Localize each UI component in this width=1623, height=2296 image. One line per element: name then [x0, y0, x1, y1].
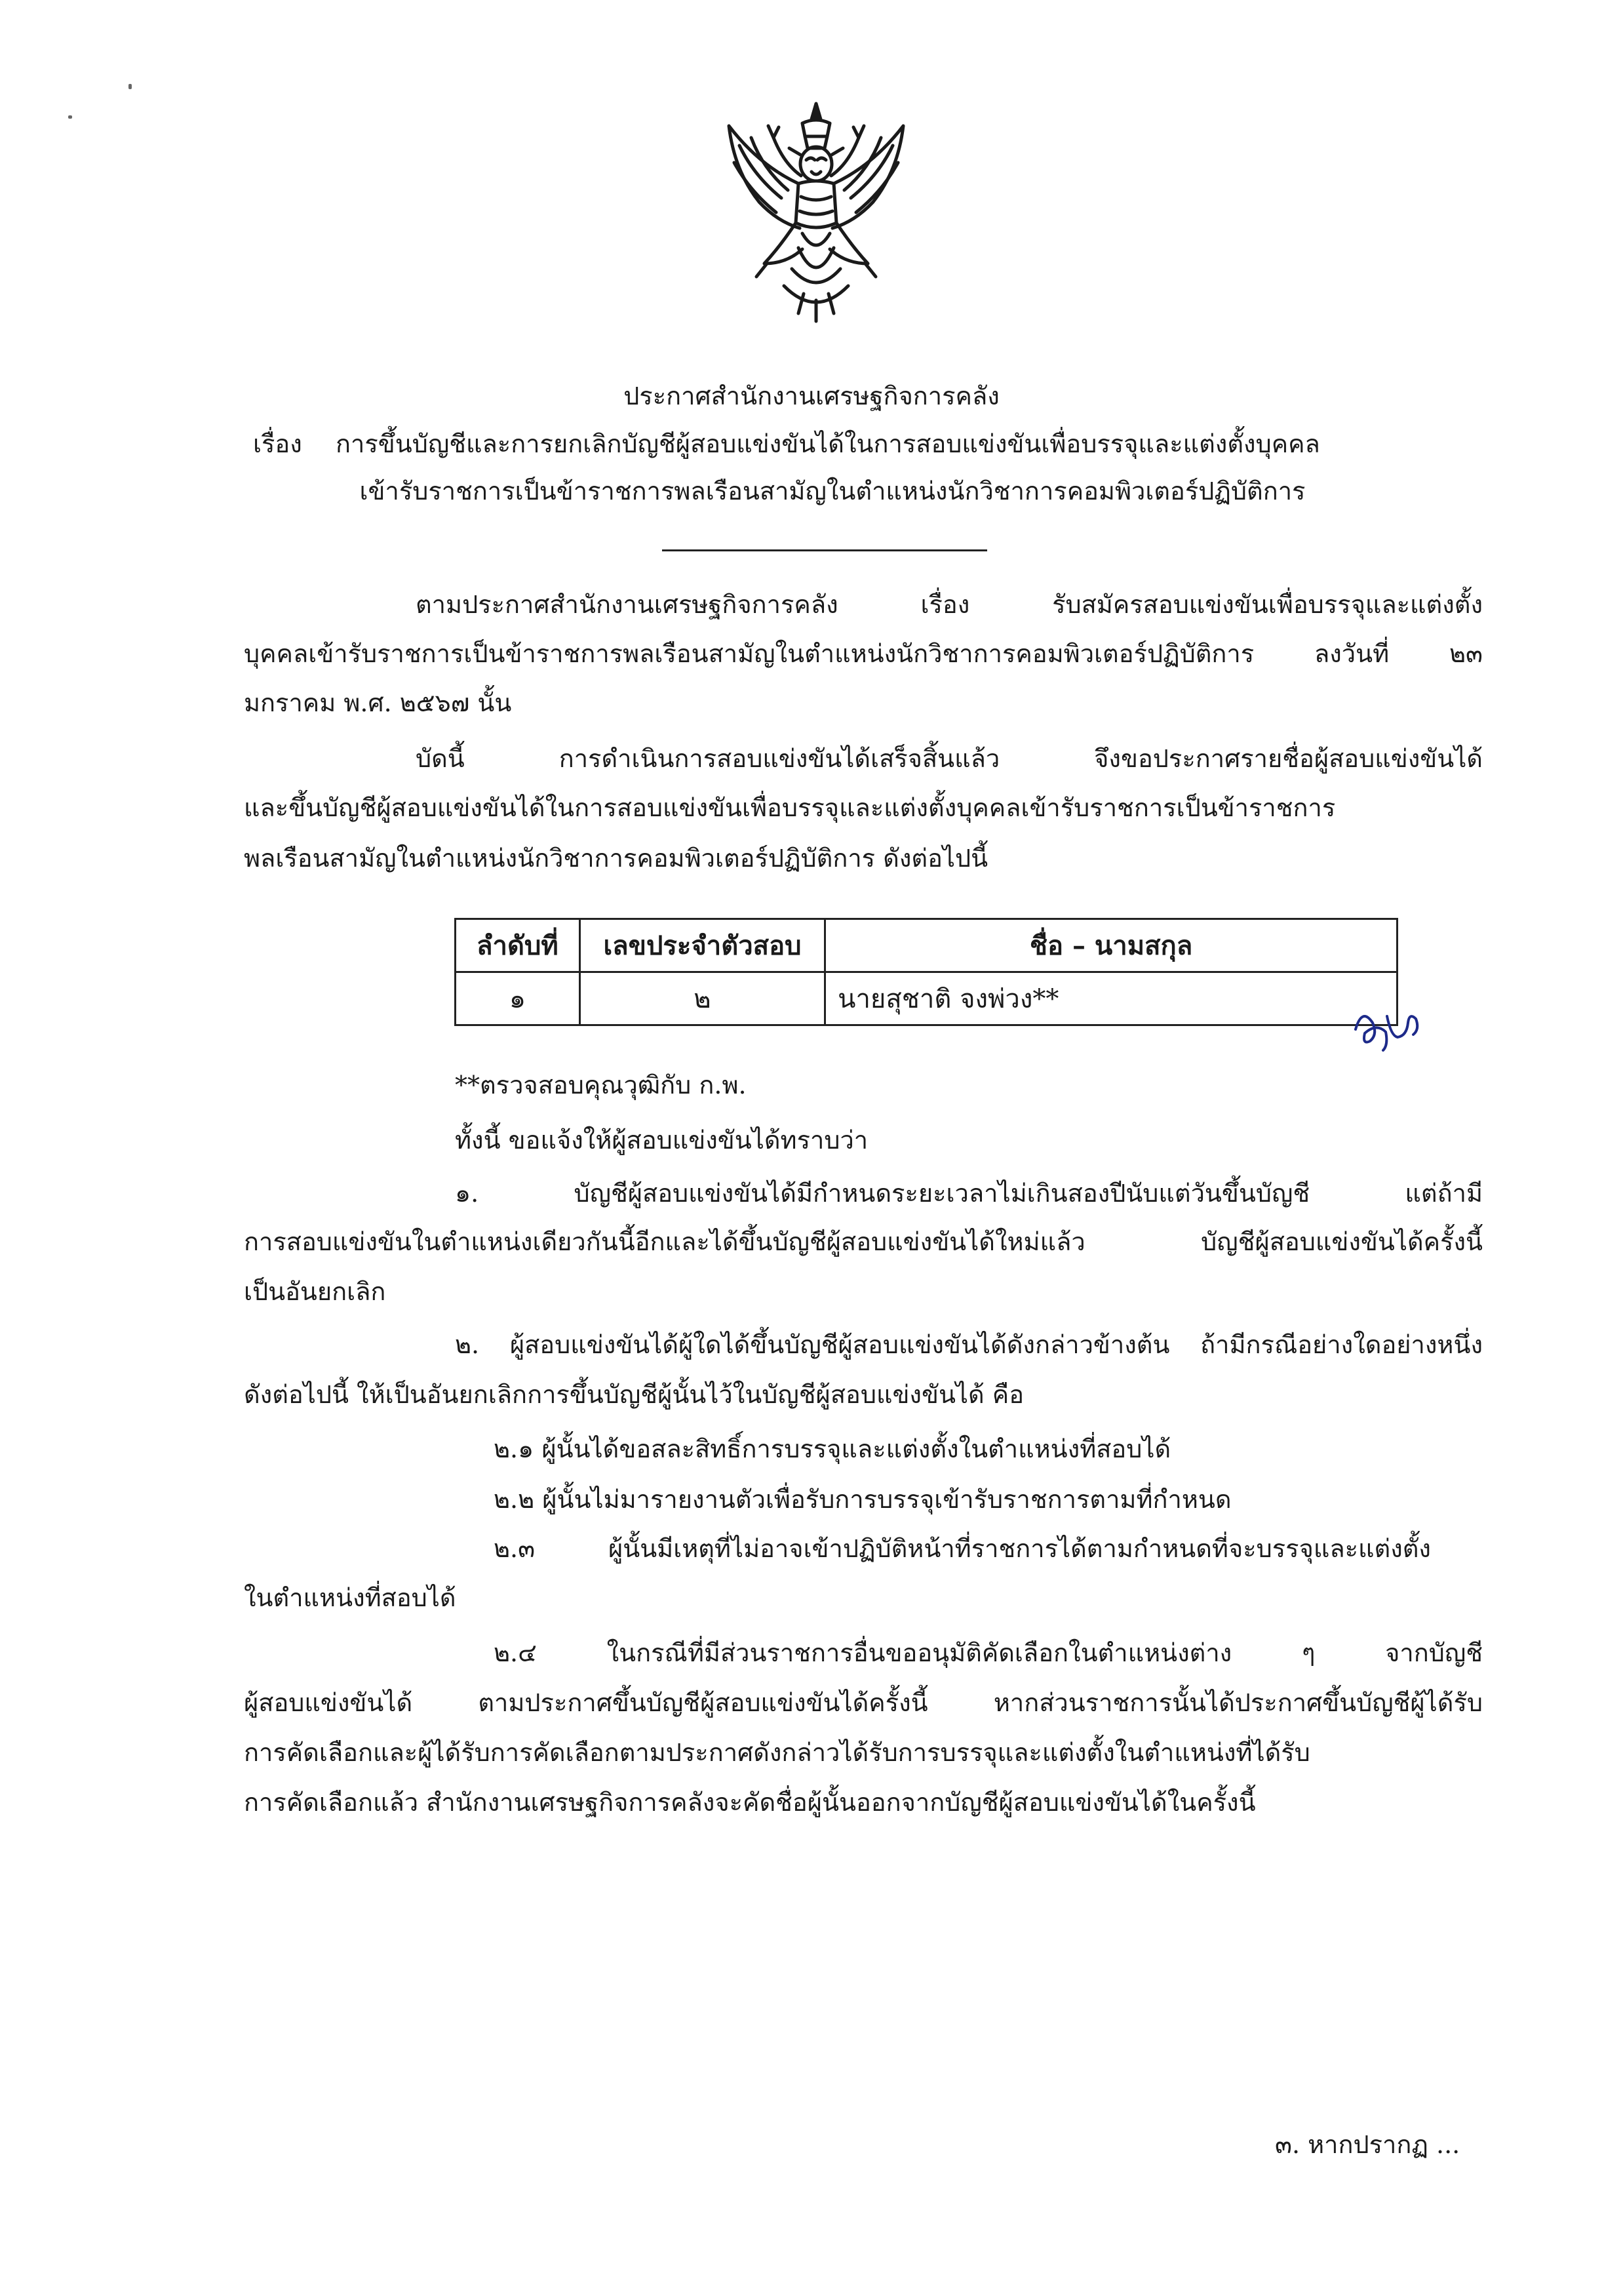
intro-paragraph-2-line-3: พลเรือนสามัญในตำแหน่งนักวิชาการคอมพิวเตอร์ปฏิบัติการ ดังต่อไปนี้ — [244, 844, 988, 873]
subject-label: เรื่อง — [253, 429, 302, 458]
scan-speck — [128, 84, 132, 89]
column-header-exam-id: เลขประจำตัวสอบ — [579, 919, 825, 972]
item-2-line-1: ๒. ผู้สอบแข่งขันได้ผู้ใดได้ขึ้นบัญชีผู้สอบแข่งขันได้ดังกล่าวข้างต้น ถ้ามีกรณีอย่างใดอย่างหนึ่ง — [455, 1330, 1483, 1359]
page-continuation: ๓. หากปรากฏ ... — [1275, 2130, 1460, 2159]
column-header-name: ชื่อ – นามสกุล — [825, 919, 1398, 972]
results-table — [454, 918, 1398, 1026]
item-2-3-line-1: ๒.๓ ผู้นั้นมีเหตุที่ไม่อาจเข้าปฏิบัติหน้าที่ราชการได้ตามกำหนดที่จะบรรจุและแต่งตั้ง — [494, 1534, 1431, 1563]
item-2-4-line-2: ผู้สอบแข่งขันได้ ตามประกาศขึ้นบัญชีผู้สอบแข่งขันได้ครั้งนี้ หากส่วนราชการนั้นได้ประกาศขึ้นบัญชีผู้ได้รับ — [244, 1688, 1483, 1717]
garuda-emblem-icon — [721, 92, 911, 328]
intro-paragraph-1-line-2: บุคคลเข้ารับราชการเป็นข้าราชการพลเรือนสามัญในตำแหน่งนักวิชาการคอมพิวเตอร์ปฏิบัติการ ลงวันที่ ๒๓ — [244, 639, 1483, 668]
title-divider — [662, 549, 987, 551]
subject-line-1: การขึ้นบัญชีและการยกเลิกบัญชีผู้สอบแข่งขันได้ในการสอบแข่งขันเพื่อบรรจุและแต่งตั้งบุคคล — [336, 429, 1320, 458]
document-title: ประกาศสำนักงานเศรษฐกิจการคลัง — [623, 382, 1000, 410]
subject-line-2: เข้ารับราชการเป็นข้าราชการพลเรือนสามัญในตำแหน่งนักวิชาการคอมพิวเตอร์ปฏิบัติการ — [359, 477, 1306, 505]
item-2-2: ๒.๒ ผู้นั้นไม่มารายงานตัวเพื่อรับการบรรจุเข้ารับราชการตามที่กำหนด — [494, 1485, 1232, 1514]
item-2-4-line-1: ๒.๔ ในกรณีที่มีส่วนราชการอื่นขออนุมัติคัดเลือกในตำแหน่งต่าง ๆ จากบัญชี — [494, 1638, 1483, 1667]
scan-speck — [68, 115, 72, 119]
item-2-1: ๒.๑ ผู้นั้นได้ขอสละสิทธิ์การบรรจุและแต่งตั้งในตำแหน่งที่สอบได้ — [494, 1435, 1171, 1463]
item-2-4-line-3: การคัดเลือกและผู้ได้รับการคัดเลือกตามประกาศดังกล่าวได้รับการบรรจุและแต่งตั้งในตำแหน่งที่ได้รับ — [244, 1738, 1310, 1767]
cell-name: นายสุชาติ จงพ่วง** — [825, 972, 1398, 1025]
intro-paragraph-2-line-2: และขึ้นบัญชีผู้สอบแข่งขันได้ในการสอบแข่งขันเพื่อบรรจุและแต่งตั้งบุคคลเข้ารับราชการเป็นข้าราชการ — [244, 793, 1336, 822]
item-1-line-1: ๑. บัญชีผู้สอบแข่งขันได้มีกำหนดระยะเวลาไม่เกินสองปีนับแต่วันขึ้นบัญชี แต่ถ้ามี — [455, 1179, 1483, 1208]
table-row — [456, 972, 1398, 1025]
item-1-line-3: เป็นอันยกเลิก — [244, 1277, 386, 1306]
notice-lead: ทั้งนี้ ขอแจ้งให้ผู้สอบแข่งขันได้ทราบว่า — [455, 1126, 869, 1155]
intro-paragraph-1-line-3: มกราคม พ.ศ. ๒๕๖๗ นั้น — [244, 688, 512, 717]
intro-paragraph-2-line-1: บัดนี้ การดำเนินการสอบแข่งขันได้เสร็จสิ้นแล้ว จึงขอประกาศรายชื่อผู้สอบแข่งขันได้ — [416, 744, 1483, 773]
column-header-order: ลำดับที่ — [456, 919, 580, 972]
footnote: **ตรวจสอบคุณวุฒิกับ ก.พ. — [455, 1071, 747, 1099]
item-2-3-line-2: ในตำแหน่งที่สอบได้ — [244, 1583, 456, 1612]
intro-paragraph-1-line-1: ตามประกาศสำนักงานเศรษฐกิจการคลัง เรื่อง รับสมัครสอบแข่งขันเพื่อบรรจุและแต่งตั้ง — [416, 590, 1483, 619]
table-header-row — [456, 919, 1398, 972]
handwritten-initials-icon — [1350, 1003, 1422, 1056]
cell-exam-id: ๒ — [579, 972, 825, 1025]
item-1-line-2: การสอบแข่งขันในตำแหน่งเดียวกันนี้อีกและได้ขึ้นบัญชีผู้สอบแข่งขันได้ใหม่แล้ว บัญชีผู้สอบแข่งขันได้ครั้งนี้ — [244, 1227, 1483, 1256]
item-2-4-line-4: การคัดเลือกแล้ว สำนักงานเศรษฐกิจการคลังจะคัดชื่อผู้นั้นออกจากบัญชีผู้สอบแข่งขันได้ในครั้งนี้ — [244, 1788, 1256, 1817]
item-2-line-2: ดังต่อไปนี้ ให้เป็นอันยกเลิกการขึ้นบัญชีผู้นั้นไว้ในบัญชีผู้สอบแข่งขันได้ คือ — [244, 1380, 1025, 1409]
cell-order: ๑ — [456, 972, 580, 1025]
